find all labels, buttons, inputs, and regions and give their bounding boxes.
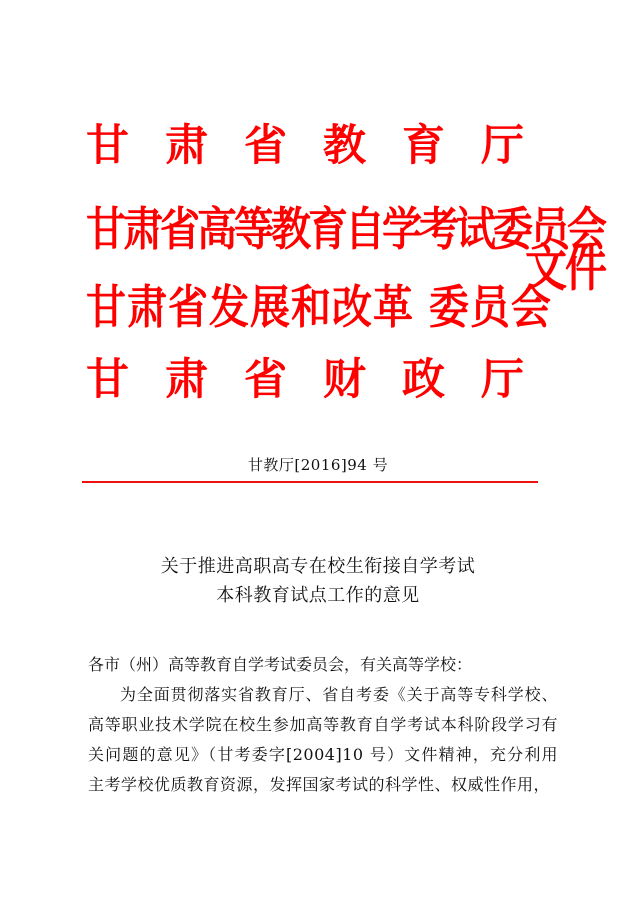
letterhead-char: 财 <box>323 355 366 405</box>
letterhead-char: 厅 <box>481 121 524 171</box>
letterhead-char: 省 <box>244 121 287 171</box>
letterhead-char: 甘 <box>86 121 129 171</box>
letterhead-char: 政 <box>402 355 445 405</box>
letterhead-char: 省 <box>244 355 287 405</box>
letterhead-row-self-exam-committee: 甘肃省高等教育自学考试委员会 <box>86 203 604 257</box>
letterhead-document-suffix: 文件 <box>525 238 606 298</box>
letterhead-char: 育 <box>402 121 445 171</box>
letterhead-char: 厅 <box>481 355 524 405</box>
document-number: 甘教厅[2016]94 号 <box>247 456 389 474</box>
document-title-line-1: 关于推进高职高专在校生衔接自学考试 <box>160 556 476 577</box>
letterhead-row-finance-department <box>86 346 524 407</box>
letterhead-row-education-department <box>86 112 524 173</box>
letterhead-char: 教 <box>323 121 366 171</box>
body-paragraph: 为全面贯彻落实省教育厅、省自考委《关于高等专科学校、高等职业技术学院在校生参加高等教育自学考试本科阶段学习有关问题的意见》（甘考委字[2004]10 号）文件精神，充分利用主考学校优质教育资源，发挥国家考试的科学性、权威性作用， <box>88 685 558 794</box>
salutation: 各市（州）高等教育自学考试委员会，有关高等学校： <box>88 655 473 674</box>
red-divider-line <box>82 481 538 483</box>
letterhead-char: 肃 <box>165 355 208 405</box>
letterhead-row-development-reform-committee: 甘肃省发展和改革 委员会 <box>86 281 552 335</box>
document-title-line-2: 本科教育试点工作的意见 <box>216 585 420 606</box>
letterhead-char: 甘 <box>86 355 129 405</box>
letterhead-char: 肃 <box>165 121 208 171</box>
